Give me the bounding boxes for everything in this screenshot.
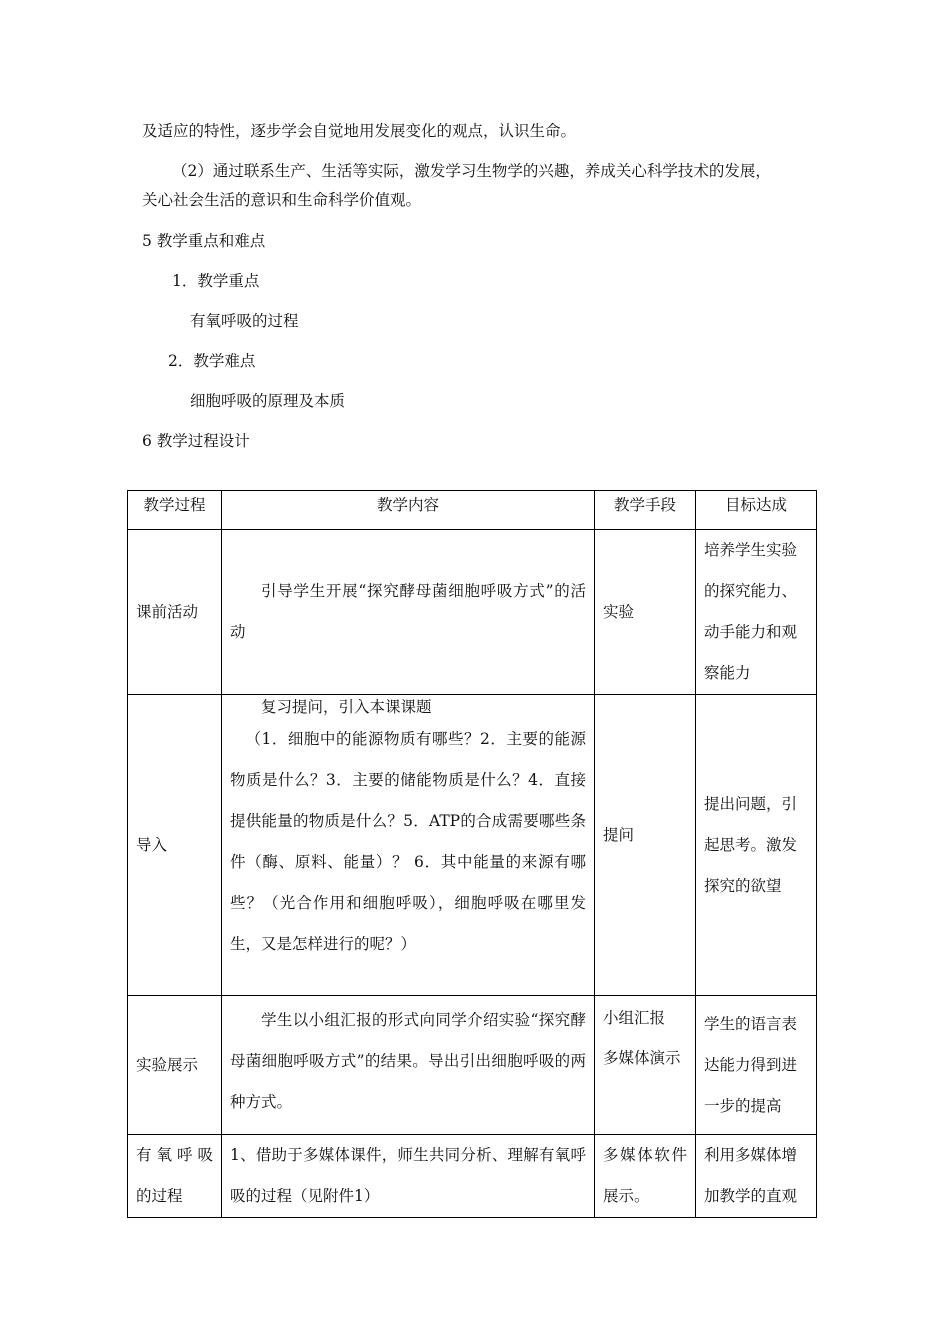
difficulty-heading: 2．教学难点	[168, 352, 256, 370]
paragraph-1-continuation: 及适应的特性，逐步学会自觉地用发展变化的观点，认识生命。	[142, 122, 577, 140]
header-goal: 目标达成	[696, 491, 817, 530]
table-row	[128, 1135, 817, 1218]
means-line-1: 小组汇报	[603, 1009, 666, 1027]
table-header-row	[128, 491, 817, 530]
teaching-process-table	[127, 490, 817, 1218]
cell-process: 导入	[128, 695, 222, 996]
means-line-2: 多媒体演示	[603, 1049, 681, 1067]
paragraph-2-line-1: （2）通过联系生产、生活等实际，激发学习生物学的兴趣，养成关心科学技术的发展，	[172, 162, 771, 180]
difficulty-text: 细胞呼吸的原理及本质	[190, 392, 346, 410]
table-row	[128, 996, 817, 1135]
cell-content	[222, 996, 595, 1135]
cell-content	[222, 695, 595, 996]
cell-means: 多媒体软件展示。	[595, 1135, 696, 1218]
header-process: 教学过程	[128, 491, 222, 530]
content-text: 学生以小组汇报的形式向同学介绍实验“探究酵母菌细胞呼吸方式”的结果。导出引出细胞呼吸的两种方式。	[230, 1011, 586, 1111]
section-6-heading: 6 教学过程设计	[142, 432, 250, 450]
cell-content	[222, 530, 595, 695]
cell-means	[595, 996, 696, 1135]
cell-content	[222, 1135, 595, 1218]
content-text: 引导学生开展“探究酵母菌细胞呼吸方式”的活动	[230, 582, 586, 641]
section-5-heading: 5 教学重点和难点	[142, 232, 266, 250]
table-row	[128, 530, 817, 695]
cell-process: 有氧呼吸的过程	[128, 1135, 222, 1218]
cell-goal: 学生的语言表达能力得到进一步的提高	[696, 996, 817, 1135]
key-point-text: 有氧呼吸的过程	[190, 312, 299, 330]
paragraph-2-line-2: 关心社会生活的意识和生命科学价值观。	[142, 191, 422, 209]
cell-goal: 培养学生实验的探究能力、动手能力和观察能力	[696, 530, 817, 695]
content-title: 复习提问，引入本课课题	[261, 698, 432, 716]
table-row	[128, 695, 817, 996]
cell-process: 实验展示	[128, 996, 222, 1135]
cell-goal: 利用多媒体增加教学的直观	[696, 1135, 817, 1218]
cell-goal: 提出问题，引起思考。激发探究的欲望	[696, 695, 817, 996]
cell-process: 课前活动	[128, 530, 222, 695]
cell-means: 提问	[595, 695, 696, 996]
key-point-heading: 1．教学重点	[172, 272, 260, 290]
content-text: 1、借助于多媒体课件，师生共同分析、理解有氧呼吸的过程（见附件1）	[230, 1146, 586, 1205]
header-means: 教学手段	[595, 491, 696, 530]
header-content: 教学内容	[222, 491, 595, 530]
cell-means: 实验	[595, 530, 696, 695]
content-text: （1．细胞中的能源物质有哪些？2．主要的能源物质是什么？3．主要的储能物质是什么？4．直接提供能量的物质是什么？5．ATP的合成需要哪些条件（酶、原料、能量）？ 6．其中能量的来源有哪些？（光合作用和细胞呼吸），细胞呼吸在哪里发生，又是怎样进行的呢？）	[230, 730, 586, 953]
